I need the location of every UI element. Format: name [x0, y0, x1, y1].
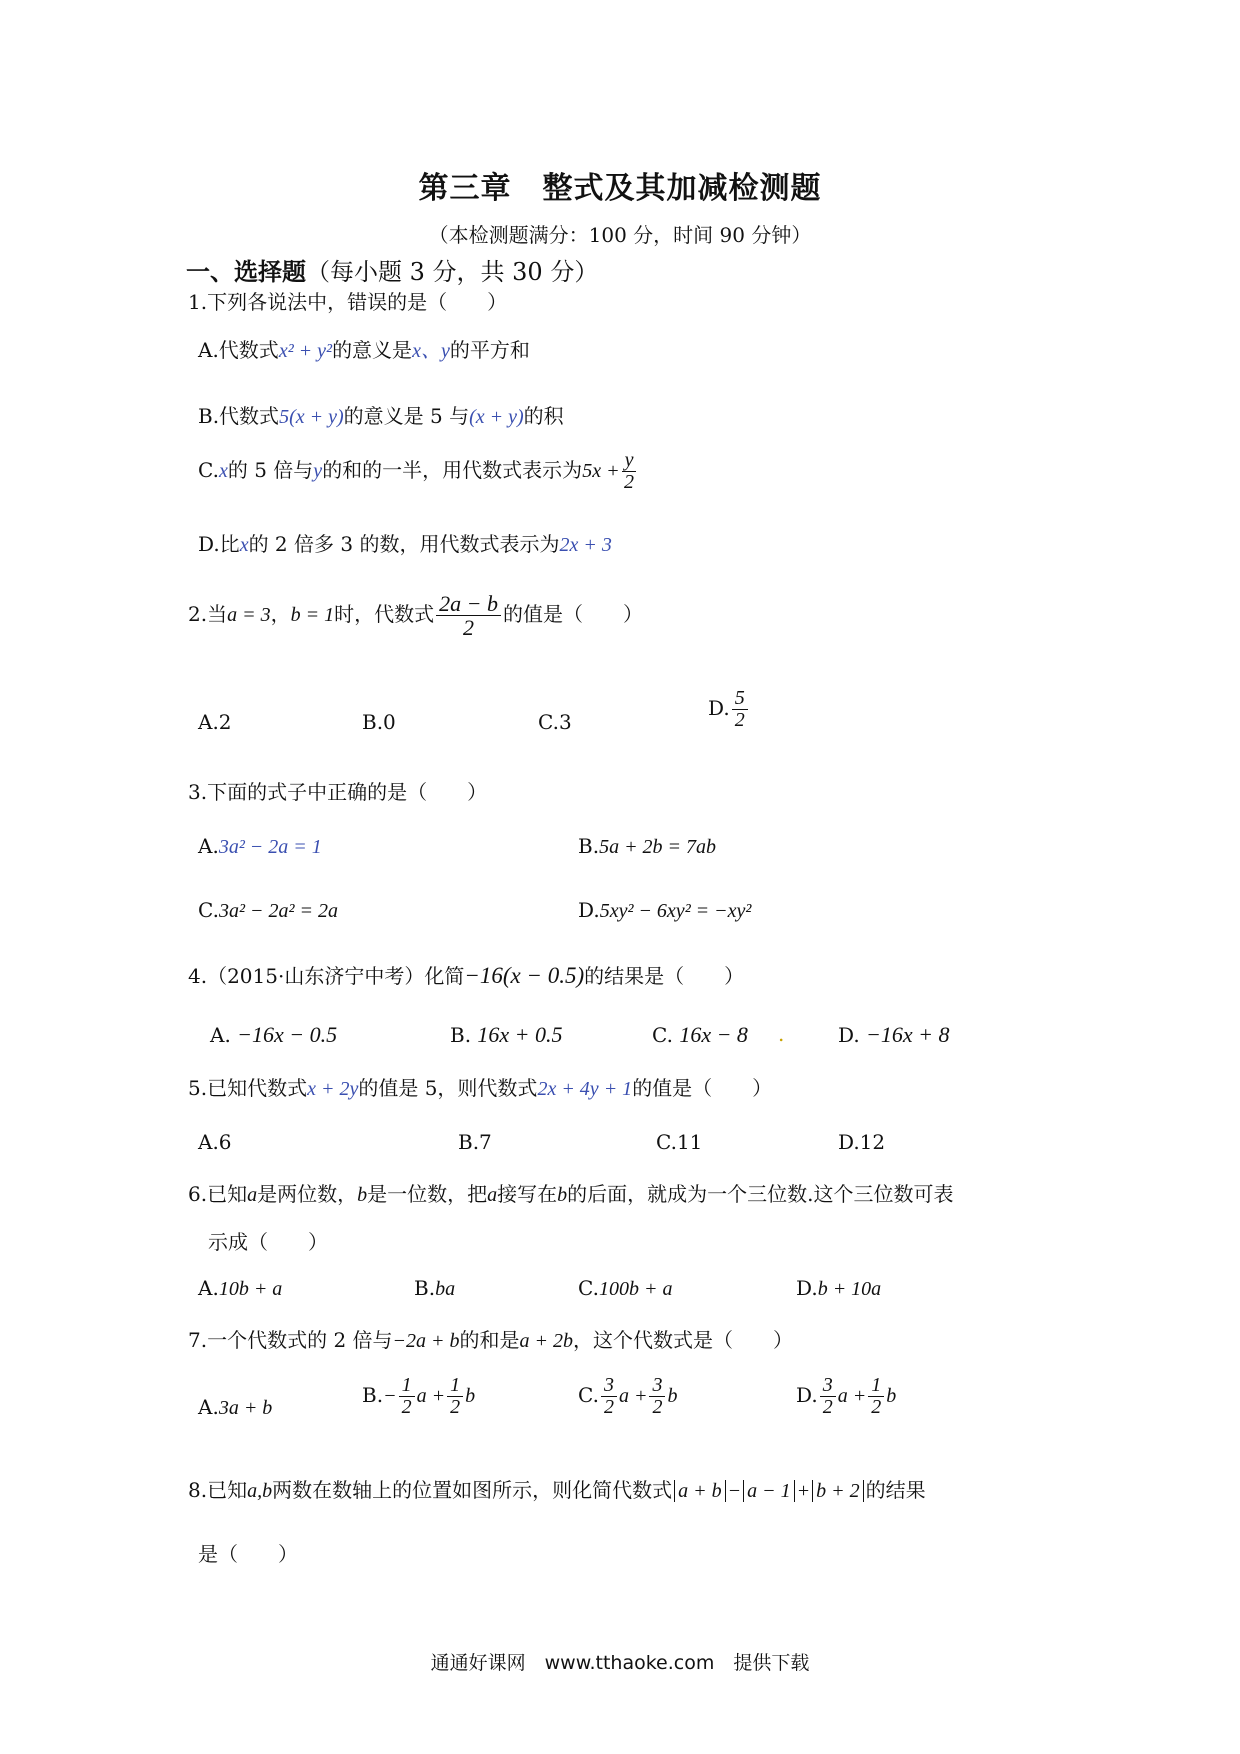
question-1-option-d: D.比x的 2 倍多 3 的数，用代数式表示为2x + 3 [198, 532, 612, 556]
question-8-stem-line-1: 8.已知a,b两数在数轴上的位置如图所示，则化简代数式 a + b − a − 1 + b + 2 的结果 [188, 1478, 926, 1502]
question-4-option-d: D. −16x + 8 [838, 1022, 950, 1047]
question-7-option-a: A.3a + b [198, 1395, 273, 1419]
question-1-option-c: C.x的 5 倍与y的和的一半，用代数式表示为5x + $\frac{y}{2}$ [198, 450, 638, 493]
question-2-stem: 2.当a = 3，b = 1时，代数式 $\frac{2a - b}{2}$ 的值是（ ） [188, 591, 643, 641]
question-4-option-c: C. 16x − 8 [652, 1022, 748, 1047]
question-3-option-a: A.3a² − 2a = 1 [198, 834, 322, 858]
question-7-option-b: B.− $\frac{1}{2}$ a + $\frac{1}{2}$ b [362, 1374, 476, 1418]
question-5-stem: 5.已知代数式x + 2y的值是 5，则代数式2x + 4y + 1的值是（ ） [188, 1076, 773, 1100]
question-5-option-b: B.7 [458, 1130, 492, 1154]
question-3-option-b: B.5a + 2b = 7ab [578, 834, 717, 858]
section-note: （每小题 3 分，共 30 分） [306, 258, 599, 286]
footer-source: 通通好课网 www.tthaoke.com 提供下载 [430, 1652, 810, 1674]
question-6-option-d: D.b + 10a [796, 1276, 882, 1300]
question-7-option-c: C. $\frac{3}{2}$ a + $\frac{3}{2}$ b [578, 1374, 678, 1418]
question-7-stem: 7.一个代数式的 2 倍与−2a + b的和是a + 2b，这个代数式是（ ） [188, 1328, 794, 1352]
question-6-stem-line-2: 示成（ ） [208, 1230, 328, 1254]
question-1-option-a: A.代数式x² + y²的意义是x、y的平方和 [198, 338, 530, 362]
page-subtitle: （本检测题满分：100 分，时间 90 分钟） [428, 223, 812, 247]
question-4-option-b: B. 16x + 0.5 [450, 1022, 563, 1047]
question-4-option-a: A. −16x − 0.5 [210, 1022, 338, 1047]
stray-mark: . [778, 1022, 785, 1046]
question-6-option-a: A.10b + a [198, 1276, 283, 1300]
question-5-option-d: D.12 [838, 1130, 886, 1154]
question-5-option-a: A.6 [198, 1130, 232, 1154]
question-4-stem: 4.（2015·山东济宁中考）化简−16(x − 0.5)的结果是（ ） [188, 963, 745, 988]
question-8-stem-line-2: 是（ ） [198, 1542, 298, 1566]
question-3-option-d: D.5xy² − 6xy² = −xy² [578, 898, 752, 922]
question-3-option-c: C.3a² − 2a² = 2a [198, 898, 338, 922]
question-6-option-b: B.ba [414, 1276, 456, 1300]
question-1-option-b: B.代数式5(x + y)的意义是 5 与(x + y)的积 [198, 404, 564, 428]
question-2-option-d: D. $\frac{5}{2}$ [708, 688, 750, 731]
question-6-stem-line-1: 6.已知a是两位数，b是一位数，把a接写在b的后面，就成为一个三位数.这个三位数可表 [188, 1182, 954, 1206]
question-2-option-c: C.3 [538, 710, 572, 734]
question-1-stem: 1.下列各说法中，错误的是（ ） [188, 290, 508, 314]
question-3-stem: 3.下面的式子中正确的是（ ） [188, 780, 488, 804]
question-5-option-c: C.11 [656, 1130, 703, 1154]
section-title: 一、选择题 [186, 257, 306, 286]
question-6-option-c: C.100b + a [578, 1276, 673, 1300]
question-2-option-b: B.0 [362, 710, 396, 734]
page-title: 第三章 整式及其加减检测题 [418, 171, 822, 206]
question-2-option-a: A.2 [198, 710, 232, 734]
question-7-option-d: D. $\frac{3}{2}$ a + $\frac{1}{2}$ b [796, 1374, 897, 1418]
section-heading [186, 252, 598, 287]
